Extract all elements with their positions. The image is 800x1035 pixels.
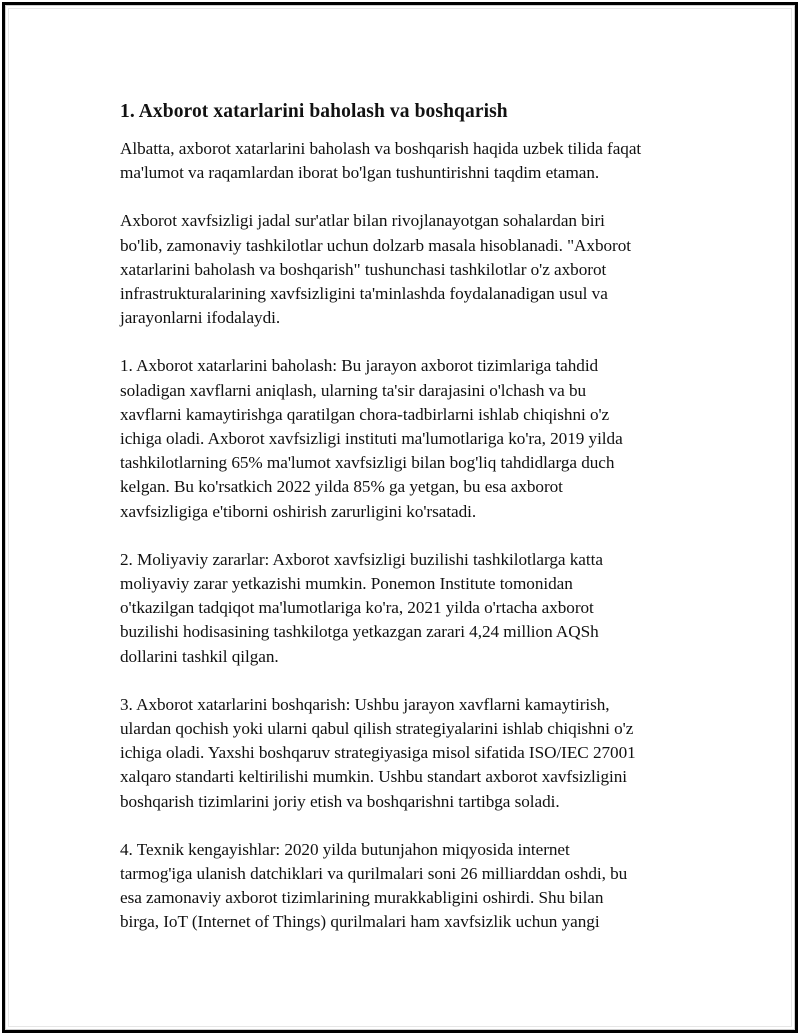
paragraph-line: 3. Axborot xatarlarini boshqarish: Ushbu jarayon xavflarni kamaytirish,: [120, 694, 610, 714]
paragraph-line: moliyaviy zarar yetkazishi mumkin. Ponemon Institute tomonidan: [120, 574, 573, 594]
paragraph-line: xavfsizligiga e'tiborni oshirish zarurligini ko'rsatadi.: [120, 501, 477, 521]
paragraph-financial-losses: [120, 548, 695, 669]
paragraph-line: xalqaro standarti keltirilishi mumkin. Ushbu standart axborot xavfsizligini: [120, 767, 628, 787]
paragraph-risk-management: [120, 693, 695, 814]
paragraph-line: o'tkazilgan tadqiqot ma'lumotlariga ko'ra, 2021 yilda o'rtacha axborot: [120, 598, 594, 618]
paragraph-line: Albatta, axborot xatarlarini baholash va boshqarish haqida uzbek tilida faqat: [120, 139, 642, 158]
paragraph-line: buzilishi hodisasining tashkilotga yetkazgan zarari 4,24 million AQSh: [120, 622, 599, 642]
paragraph-line: soladigan xavflarni aniqlash, ularning ta'sir darajasini o'lchash va bu: [120, 380, 587, 400]
paragraph-line: ma'lumot va raqamlardan iborat bo'lgan tushuntirishni taqdim etaman.: [120, 163, 600, 183]
paragraph-line: tarmog'iga ulanish datchiklari va qurilmalari soni 26 milliarddan oshdi, bu: [120, 864, 628, 884]
paragraph-line: 4. Texnik kengayishlar: 2020 yilda butunjahon miqyosida internet: [120, 839, 570, 859]
paragraph-line: ulardan qochish yoki ularni qabul qilish strategiyalarini ishlab chiqishni o'z: [120, 719, 634, 739]
paragraph-line: ichiga oladi. Yaxshi boshqaruv strategiyasiga misol sifatida ISO/IEC 27001: [120, 743, 636, 763]
paragraph-line: kelgan. Bu ko'rsatkich 2022 yilda 85% ga yetgan, bu esa axborot: [120, 477, 563, 497]
document-title: 1. Axborot xatarlarini baholash va boshqarish: [120, 101, 508, 122]
document-body: [120, 100, 695, 959]
paragraph-line: dollarini tashkil qilgan.: [120, 646, 279, 666]
paragraph-line: boshqarish tizimlarini joriy etish va boshqarishni tartibga soladi.: [120, 791, 560, 811]
paragraph-line: xavflarni kamaytirishga qaratilgan chora-tadbirlarni ishlab chiqishni o'z: [120, 404, 610, 424]
paragraph-overview: [120, 209, 695, 330]
paragraph-line: 2. Moliyaviy zararlar: Axborot xavfsizligi buzilishi tashkilotlarga katta: [120, 549, 603, 569]
paragraph-line: esa zamonaviy axborot tizimlarining murakkabligini oshirdi. Shu bilan: [120, 888, 604, 908]
paragraph-line: xatarlarini baholash va boshqarish" tushunchasi tashkilotlar o'z axborot: [120, 259, 607, 279]
document-page: [2, 2, 798, 1033]
paragraph-intro: [120, 137, 695, 185]
paragraph-technical-expansion: [120, 838, 695, 935]
paragraph-line: 1. Axborot xatarlarini baholash: Bu jarayon axborot tizimlariga tahdid: [120, 356, 599, 376]
paragraph-risk-assessment: [120, 354, 695, 523]
paragraph-line: jarayonlarni ifodalaydi.: [120, 308, 281, 328]
paragraph-line: bo'lib, zamonaviy tashkilotlar uchun dolzarb masala hisoblanadi. "Axborot: [120, 235, 631, 255]
paragraph-line: infrastrukturalarining xavfsizligini ta'minlashda foydalanadigan usul va: [120, 284, 608, 304]
paragraph-line: tashkilotlarning 65% ma'lumot xavfsizligi bilan bog'liq tahdidlarga duch: [120, 453, 615, 473]
paragraph-line: ichiga oladi. Axborot xavfsizligi instituti ma'lumotlariga ko'ra, 2019 yilda: [120, 429, 623, 449]
paragraph-line: birga, IoT (Internet of Things) qurilmalari ham xavfsizlik uchun yangi: [120, 912, 600, 932]
paragraph-line: Axborot xavfsizligi jadal sur'atlar bilan rivojlanayotgan sohalardan biri: [120, 211, 605, 231]
